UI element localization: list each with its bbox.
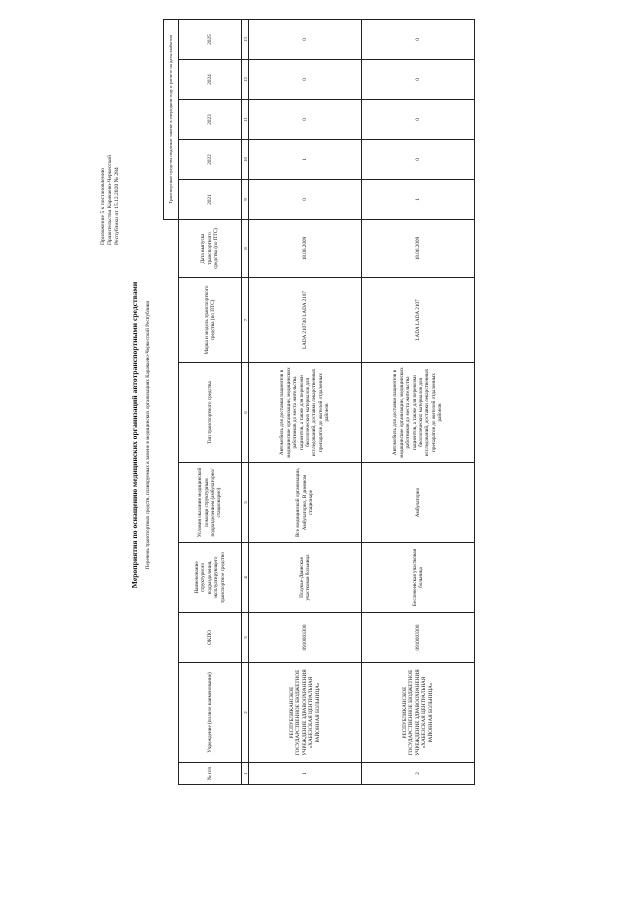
header-cell: Дата выпуска транспортного средства (по ПТС) <box>179 220 242 278</box>
column-number: 12 <box>242 60 249 100</box>
appendix-line: Республики от 15.12.2020 № 284 <box>114 167 120 245</box>
appendix-line: Правительства Карачаево-Черкесской <box>107 154 113 245</box>
header-cell-year: 2021 <box>179 180 242 220</box>
vehicle-type: Автомобиль для доставки пациентов в медицинские организации, медицинских работников до места жительства пациентов, а также для перевозки биологических материалов для исследований, доставки лекарственных препаратов до жителей отдаленных районов <box>249 363 362 463</box>
year-value: 0 <box>362 20 475 60</box>
issue-date: 18.06.2009 <box>249 220 362 278</box>
organization-name: РЕСПУБЛИКАНСКОЕ ГОСУДАРСТВЕННОЕ БЮДЖЕТНОЕ УЧРЕЖДЕНИЕ ЗДРАВООХРАНЕНИЯ «ХАБЕЗСКАЯ ЦЕНТРАЛЬНАЯ РАЙОННАЯ БОЛЬНИЦА» <box>249 663 362 763</box>
header-cell-year: 2024 <box>179 60 242 100</box>
appendix-line: Приложение 5 к постановлению <box>100 168 106 245</box>
document-subtitle: Перечень транспортных средств, планируемых к замене в медицинских организациях Карачаево-Черкесской Республики <box>145 300 151 570</box>
vehicle-type: Автомобиль для доставки пациентов в медицинские организации, медицинских работников до места жительства пациентов, а также для перевозки биологических материалов для исследований, доставки лекарственных препаратов до жителей отдаленных районов <box>362 363 475 463</box>
group-spacer <box>164 220 179 785</box>
header-cell: № п/п <box>179 763 242 785</box>
row-number: 1 <box>249 763 362 785</box>
issue-date: 18.06.2009 <box>362 220 475 278</box>
column-number: 5 <box>242 463 249 543</box>
vehicles-table <box>163 19 475 785</box>
vehicle-model: LADA 210740 LADA 2107 <box>249 278 362 363</box>
row-number: 2 <box>362 763 475 785</box>
header-cell: Тип транспортного средства <box>179 363 242 463</box>
year-value: 0 <box>362 100 475 140</box>
header-cell-year: 2023 <box>179 100 242 140</box>
year-value: 0 <box>362 140 475 180</box>
column-number: 10 <box>242 140 249 180</box>
okpo-code: 0910003300 <box>249 613 362 663</box>
column-number: 7 <box>242 278 249 363</box>
year-value: 1 <box>249 140 362 180</box>
header-cell: Марка и модель транспортного средства (по ПТС) <box>179 278 242 363</box>
column-number: 8 <box>242 220 249 278</box>
header-cell: Наименование структурного подразделения, эксплуатирующего транспортное средство <box>179 543 242 613</box>
header-cell: Учреждение (полное наименование) <box>179 663 242 763</box>
column-number: 4 <box>242 543 249 613</box>
header-cell-year: 2025 <box>179 20 242 60</box>
year-value: 0 <box>249 100 362 140</box>
year-value: 0 <box>249 20 362 60</box>
header-cell-year: 2022 <box>179 140 242 180</box>
header-cell: Условия оказания медицинской помощи структурным подразделением (амбулаторно/ стационарно) <box>179 463 242 543</box>
table-row <box>249 20 362 785</box>
column-number: 6 <box>242 363 249 463</box>
care-conditions: Все медицинской организации, Амбулаторно, В дневном стационаре <box>249 463 362 543</box>
column-number: 2 <box>242 663 249 763</box>
okpo-code: 0910003300 <box>362 613 475 663</box>
structural-unit: Псаукье-Двинская участковая больница <box>249 543 362 613</box>
table-row <box>362 20 475 785</box>
header-cell: ОКПО <box>179 613 242 663</box>
column-number: 1 <box>242 763 249 785</box>
column-number: 13 <box>242 20 249 60</box>
group-header: Транспортные средства подлежат замене в очередном году в расчете на даты выбытия <box>164 20 179 220</box>
structural-unit: Бесленеевская участковая больница <box>362 543 475 613</box>
document-title: Мероприятия по оснащению медицинских организаций автотранспортными средствами <box>130 281 139 589</box>
appendix-note <box>100 35 121 245</box>
column-number: 9 <box>242 180 249 220</box>
column-number: 3 <box>242 613 249 663</box>
care-conditions: Амбулаторно <box>362 463 475 543</box>
year-value: 0 <box>249 60 362 100</box>
year-value: 0 <box>362 60 475 100</box>
vehicle-model: LADA LADA 2107 <box>362 278 475 363</box>
year-value: 0 <box>249 180 362 220</box>
organization-name: РЕСПУБЛИКАНСКОЕ ГОСУДАРСТВЕННОЕ БЮДЖЕТНОЕ УЧРЕЖДЕНИЕ ЗДРАВООХРАНЕНИЯ «ХАБЕЗСКАЯ ЦЕНТРАЛЬНАЯ РАЙОННАЯ БОЛЬНИЦА» <box>362 663 475 763</box>
column-number: 11 <box>242 100 249 140</box>
year-value: 1 <box>362 180 475 220</box>
